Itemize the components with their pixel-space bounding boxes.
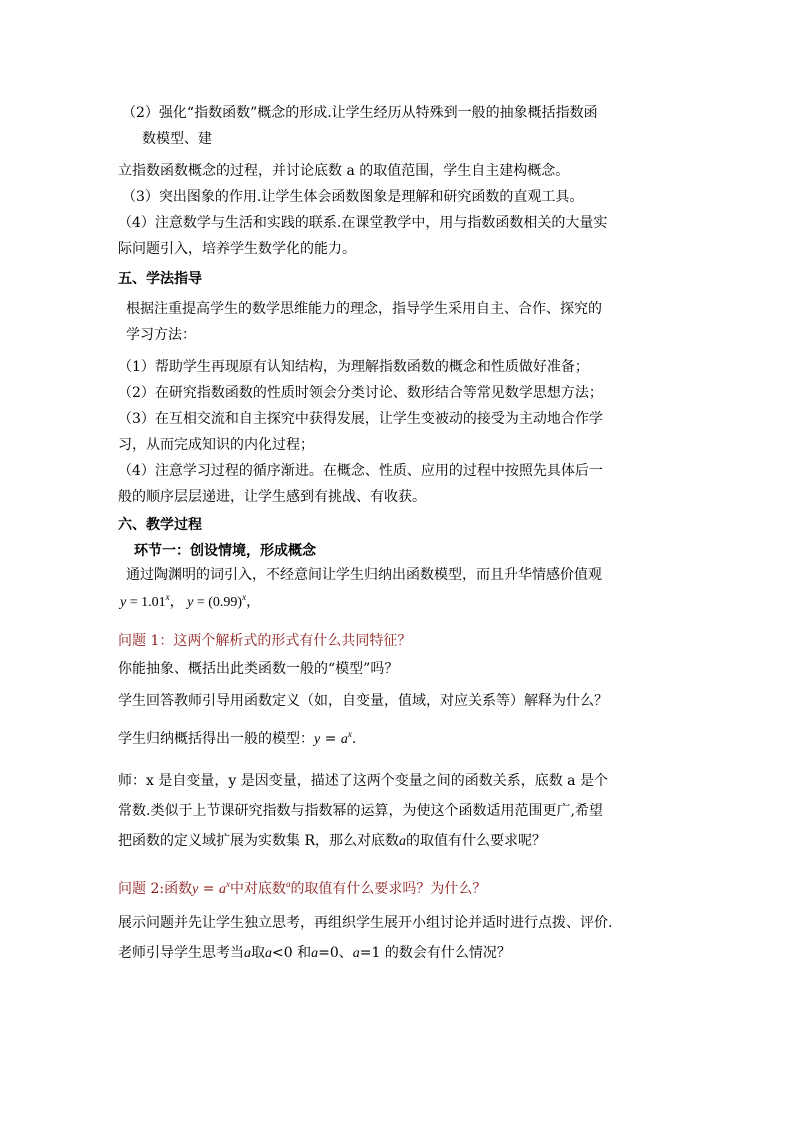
text-line: 数模型、建 [142,131,212,147]
text-line: 常数.类似于上节课研究指数与指数幂的运算，为使这个函数适用范围更广,希望 [118,803,603,819]
text-line: 立指数函数概念的过程，并讨论底数 a 的取值范围，学生自主建构概念。 [118,163,570,179]
text-line: （2）在研究指数函数的性质时领会分类讨论、数形结合等常见数学思想方法； [118,385,603,401]
math-var: y [187,595,194,610]
text-line: （4）注意学习过程的循序渐进。在概念、性质、应用的过程中按照先具体后一 [118,463,603,479]
question-line: 问题 1：这两个解析式的形式有什么共同特征？ [118,633,412,649]
text-line: 际问题引入，培养学生数学化的能力。 [118,241,356,257]
text-line: （3）突出图象的作用.让学生体会函数图象是理解和研究函数的直观工具。 [122,189,584,205]
text-line: （4）注意数学与生活和实践的联系.在课堂教学中，用与指数函数相关的大量实 [118,215,608,231]
text-line: 根据注重提高学生的数学思维能力的理念，指导学生采用自主、合作、探究的 [126,301,602,317]
question-line: 问题 2:函数$y = a^x$中对底数$^a$的取值有什么要求吗？为什么？ [118,879,487,897]
text-line: 般的顺序层层递进，让学生感到有挑战、有收获。 [118,489,426,505]
text-line: （1）帮助学生再现原有认知结构，为理解指数函数的概念和性质做好准备； [118,359,589,375]
text-line: 把函数的定义域扩展为实数集 R，那么对底数a的取值有什么要求呢？ [118,833,546,849]
text-line: 老师引导学生思考当a取a<0 和a=0、a=1 的数会有什么情况？ [118,945,511,961]
subsection-heading: 环节一：创设情境，形成概念 [134,543,316,559]
text-line: 通过陶渊明的词引入，不经意间让学生归纳出函数模型，而且升华情感价值观 [126,567,602,583]
text-line: 师：x 是自变量，y 是因变量，描述了这两个变量之间的函数关系，底数 a 是个 [118,773,608,789]
text-line: 展示问题并先让学生独立思考，再组织学生展开小组讨论并适时进行点拨、评价. [118,915,613,931]
formula-line: $y = 1.01^x$， $y = (0.99)^x$， [120,592,261,610]
text-line: 习，从而完成知识的内化过程； [118,437,314,453]
section-heading: 六、教学过程 [118,517,202,533]
text-line: 你能抽象、概括出此类函数一般的“模型”吗？ [118,661,399,677]
section-heading: 五、学法指导 [118,271,202,287]
text-line: （2）强化“指数函数”概念的形成.让学生经历从特殊到一般的抽象概括指数函 [122,105,598,121]
math-var: y [120,595,127,610]
text-line: 学生归纳概括得出一般的模型：$y = a^x$. [118,729,357,747]
text-line: （3）在互相交流和自主探究中获得发展，让学生变被动的接受为主动地合作学 [118,411,603,427]
text-line: 学生回答教师引导用函数定义（如，自变量，值域，对应关系等）解释为什么？ [118,693,608,709]
text-line: 学习方法： [126,327,196,343]
